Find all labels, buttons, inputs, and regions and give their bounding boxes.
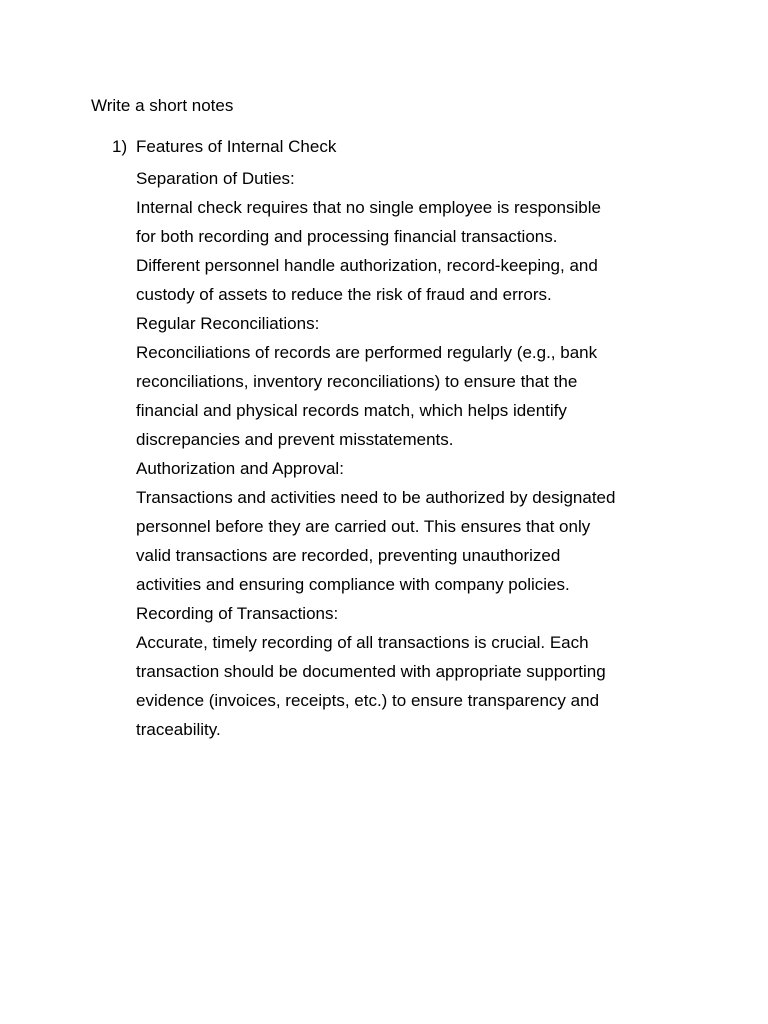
text-line: custody of assets to reduce the risk of fraud and errors. — [136, 285, 552, 304]
text-line: for both recording and processing financial transactions. — [136, 227, 558, 246]
text-line: reconciliations, inventory reconciliations) to ensure that the — [136, 372, 578, 391]
text-line: valid transactions are recorded, preventing unauthorized — [136, 546, 561, 565]
text-line: Internal check requires that no single employee is responsible — [136, 198, 601, 217]
text-line: Regular Reconciliations: — [136, 314, 320, 333]
text-line: transaction should be documented with appropriate supporting — [136, 662, 606, 681]
text-line: Recording of Transactions: — [136, 604, 339, 623]
text-line: Different personnel handle authorization, record-keeping, and — [136, 256, 598, 275]
item-lines — [136, 164, 748, 744]
item-title: Features of Internal Check — [136, 137, 337, 156]
text-line: Accurate, timely recording of all transactions is crucial. Each — [136, 633, 589, 652]
text-line: activities and ensuring compliance with company policies. — [136, 575, 570, 594]
text-line: personnel before they are carried out. This ensures that only — [136, 517, 591, 536]
text-line: Separation of Duties: — [136, 169, 295, 188]
text-line: financial and physical records match, which helps identify — [136, 401, 567, 420]
text-line: evidence (invoices, receipts, etc.) to ensure transparency and — [136, 691, 600, 710]
item-body — [136, 135, 748, 744]
text-line: traceability. — [136, 720, 221, 739]
document-heading: Write a short notes — [91, 96, 234, 115]
item-number: 1) — [112, 137, 128, 156]
text-line: discrepancies and prevent misstatements. — [136, 430, 454, 449]
text-line: Transactions and activities need to be authorized by designated — [136, 488, 616, 507]
text-line: Reconciliations of records are performed regularly (e.g., bank — [136, 343, 598, 362]
text-line: Authorization and Approval: — [136, 459, 344, 478]
